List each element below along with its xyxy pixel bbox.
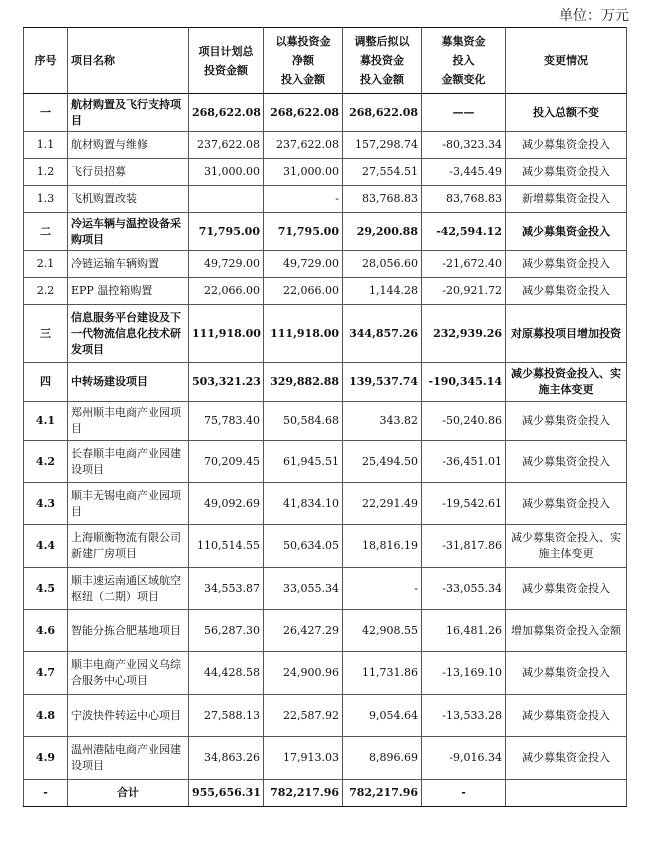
cell-planned-investment: 34,553.87 xyxy=(189,568,264,610)
cell-project-name: 中转场建设项目 xyxy=(68,363,189,402)
cell-change-note: 减少募集资金投入 xyxy=(506,213,627,251)
table-row xyxy=(24,610,627,652)
cell-planned-investment: 22,066.00 xyxy=(189,278,264,305)
table-row xyxy=(24,695,627,737)
cell-seq: 2.2 xyxy=(24,278,68,305)
table-row xyxy=(24,402,627,441)
header-planned: 项目计划总 投资金额 xyxy=(189,28,264,94)
cell-net-proceeds: 268,622.08 xyxy=(264,94,343,132)
cell-seq: 4.7 xyxy=(24,652,68,695)
cell-amount-change: 232,939.26 xyxy=(422,305,506,363)
cell-adjusted-investment: - xyxy=(343,568,422,610)
cell-change-note: 新增募集资金投入 xyxy=(506,186,627,213)
cell-planned-investment: 49,092.69 xyxy=(189,483,264,525)
cell-amount-change: -13,169.10 xyxy=(422,652,506,695)
cell-amount-change: -190,345.14 xyxy=(422,363,506,402)
cell-net-proceeds: 329,882.88 xyxy=(264,363,343,402)
table-row xyxy=(24,441,627,483)
cell-planned-investment: 27,588.13 xyxy=(189,695,264,737)
cell-project-name: 信息服务平台建设及下一代物流信息化技术研发项目 xyxy=(68,305,189,363)
cell-adjusted-investment: 8,896.69 xyxy=(343,737,422,780)
total-cell-seq: - xyxy=(24,780,68,807)
cell-planned-investment: 34,863.26 xyxy=(189,737,264,780)
cell-seq: 一 xyxy=(24,94,68,132)
cell-seq: 二 xyxy=(24,213,68,251)
cell-planned-investment: 268,622.08 xyxy=(189,94,264,132)
cell-net-proceeds: 24,900.96 xyxy=(264,652,343,695)
cell-adjusted-investment: 268,622.08 xyxy=(343,94,422,132)
cell-amount-change: 16,481.26 xyxy=(422,610,506,652)
table-row xyxy=(24,159,627,186)
cell-net-proceeds: 237,622.08 xyxy=(264,132,343,159)
cell-adjusted-investment: 22,291.49 xyxy=(343,483,422,525)
header-note: 变更情况 xyxy=(506,28,627,94)
table-row xyxy=(24,737,627,780)
cell-seq: 1.1 xyxy=(24,132,68,159)
table-row xyxy=(24,363,627,402)
cell-adjusted-investment: 344,857.26 xyxy=(343,305,422,363)
total-row xyxy=(24,780,627,807)
cell-seq: 4.2 xyxy=(24,441,68,483)
total-cell-amount-change: - xyxy=(422,780,506,807)
cell-seq: 4.1 xyxy=(24,402,68,441)
cell-seq: 4.6 xyxy=(24,610,68,652)
cell-change-note: 减少募集资金投入、实施主体变更 xyxy=(506,525,627,568)
table-row xyxy=(24,305,627,363)
cell-planned-investment: 71,795.00 xyxy=(189,213,264,251)
cell-project-name: 顺丰无锡电商产业园项目 xyxy=(68,483,189,525)
cell-change-note: 增加募集资金投入金额 xyxy=(506,610,627,652)
header-adjusted: 调整后拟以 募投资金 投入金额 xyxy=(343,28,422,94)
cell-change-note: 减少募集资金投入 xyxy=(506,652,627,695)
cell-project-name: 智能分拣合肥基地项目 xyxy=(68,610,189,652)
cell-planned-investment: 110,514.55 xyxy=(189,525,264,568)
cell-adjusted-investment: 29,200.88 xyxy=(343,213,422,251)
cell-adjusted-investment: 11,731.86 xyxy=(343,652,422,695)
cell-adjusted-investment: 42,908.55 xyxy=(343,610,422,652)
header-name: 项目名称 xyxy=(68,28,189,94)
cell-project-name: 郑州顺丰电商产业园项目 xyxy=(68,402,189,441)
cell-project-name: 顺丰电商产业园义乌综合服务中心项目 xyxy=(68,652,189,695)
cell-change-note: 投入总额不变 xyxy=(506,94,627,132)
cell-amount-change: -42,594.12 xyxy=(422,213,506,251)
cell-net-proceeds: 61,945.51 xyxy=(264,441,343,483)
cell-adjusted-investment: 139,537.74 xyxy=(343,363,422,402)
fund-change-table xyxy=(23,27,627,807)
cell-planned-investment: 75,783.40 xyxy=(189,402,264,441)
cell-net-proceeds: 50,634.05 xyxy=(264,525,343,568)
table-row xyxy=(24,483,627,525)
cell-change-note: 减少募集资金投入 xyxy=(506,441,627,483)
cell-amount-change: -19,542.61 xyxy=(422,483,506,525)
cell-amount-change: —— xyxy=(422,94,506,132)
cell-change-note: 减少募集资金投入 xyxy=(506,159,627,186)
cell-amount-change: 83,768.83 xyxy=(422,186,506,213)
cell-change-note: 减少募集资金投入 xyxy=(506,737,627,780)
table-row xyxy=(24,525,627,568)
cell-seq: 2.1 xyxy=(24,251,68,278)
total-cell-adjusted-investment: 782,217.96 xyxy=(343,780,422,807)
cell-net-proceeds: 33,055.34 xyxy=(264,568,343,610)
cell-seq: 4.9 xyxy=(24,737,68,780)
cell-seq: 1.3 xyxy=(24,186,68,213)
cell-planned-investment: 503,321.23 xyxy=(189,363,264,402)
cell-net-proceeds: 31,000.00 xyxy=(264,159,343,186)
total-cell-planned-investment: 955,656.31 xyxy=(189,780,264,807)
cell-net-proceeds: 26,427.29 xyxy=(264,610,343,652)
cell-net-proceeds: 71,795.00 xyxy=(264,213,343,251)
cell-project-name: 上海顺衡物流有限公司新建厂房项目 xyxy=(68,525,189,568)
table-row xyxy=(24,94,627,132)
cell-adjusted-investment: 83,768.83 xyxy=(343,186,422,213)
cell-seq: 四 xyxy=(24,363,68,402)
cell-net-proceeds: 22,587.92 xyxy=(264,695,343,737)
total-cell-project-name: 合计 xyxy=(68,780,189,807)
cell-project-name: 冷链运输车辆购置 xyxy=(68,251,189,278)
cell-seq: 4.4 xyxy=(24,525,68,568)
table-row xyxy=(24,278,627,305)
unit-label: 单位：万元 xyxy=(559,8,629,24)
cell-amount-change: -80,323.34 xyxy=(422,132,506,159)
cell-seq: 4.8 xyxy=(24,695,68,737)
cell-adjusted-investment: 9,054.64 xyxy=(343,695,422,737)
cell-net-proceeds: 111,918.00 xyxy=(264,305,343,363)
cell-amount-change: -21,672.40 xyxy=(422,251,506,278)
cell-change-note: 减少募集资金投入 xyxy=(506,695,627,737)
cell-project-name: 航材购置及飞行支持项目 xyxy=(68,94,189,132)
cell-planned-investment xyxy=(189,186,264,213)
table-row xyxy=(24,213,627,251)
cell-net-proceeds: 49,729.00 xyxy=(264,251,343,278)
table-body xyxy=(24,94,627,807)
cell-project-name: 航材购置与维修 xyxy=(68,132,189,159)
cell-project-name: 顺丰速运南通区域航空枢纽（二期）项目 xyxy=(68,568,189,610)
total-cell-change-note xyxy=(506,780,627,807)
cell-project-name: 冷运车辆与温控设备采购项目 xyxy=(68,213,189,251)
cell-net-proceeds: 17,913.03 xyxy=(264,737,343,780)
cell-adjusted-investment: 25,494.50 xyxy=(343,441,422,483)
cell-seq: 4.3 xyxy=(24,483,68,525)
cell-project-name: EPP 温控箱购置 xyxy=(68,278,189,305)
cell-seq: 三 xyxy=(24,305,68,363)
cell-project-name: 飞机购置改装 xyxy=(68,186,189,213)
cell-change-note: 对原募投项目增加投资 xyxy=(506,305,627,363)
cell-planned-investment: 237,622.08 xyxy=(189,132,264,159)
cell-seq: 1.2 xyxy=(24,159,68,186)
cell-change-note: 减少募集资金投入 xyxy=(506,483,627,525)
cell-change-note: 减少募集资金投入 xyxy=(506,568,627,610)
header-net: 以募投资金 净额 投入金额 xyxy=(264,28,343,94)
cell-amount-change: -3,445.49 xyxy=(422,159,506,186)
cell-project-name: 温州港陆电商产业园建设项目 xyxy=(68,737,189,780)
cell-amount-change: -36,451.01 xyxy=(422,441,506,483)
cell-amount-change: -50,240.86 xyxy=(422,402,506,441)
cell-amount-change: -9,016.34 xyxy=(422,737,506,780)
header-seq: 序号 xyxy=(24,28,68,94)
cell-planned-investment: 111,918.00 xyxy=(189,305,264,363)
cell-project-name: 宁波快件转运中心项目 xyxy=(68,695,189,737)
table-row xyxy=(24,568,627,610)
header-change: 募集资金 投入 金额变化 xyxy=(422,28,506,94)
table-row xyxy=(24,132,627,159)
cell-adjusted-investment: 18,816.19 xyxy=(343,525,422,568)
total-cell-net-proceeds: 782,217.96 xyxy=(264,780,343,807)
table-row xyxy=(24,186,627,213)
cell-planned-investment: 56,287.30 xyxy=(189,610,264,652)
cell-net-proceeds: 22,066.00 xyxy=(264,278,343,305)
cell-planned-investment: 49,729.00 xyxy=(189,251,264,278)
cell-adjusted-investment: 28,056.60 xyxy=(343,251,422,278)
cell-planned-investment: 44,428.58 xyxy=(189,652,264,695)
cell-project-name: 飞行员招募 xyxy=(68,159,189,186)
cell-change-note: 减少募集资金投入 xyxy=(506,251,627,278)
cell-adjusted-investment: 343.82 xyxy=(343,402,422,441)
table-row xyxy=(24,251,627,278)
cell-amount-change: -20,921.72 xyxy=(422,278,506,305)
cell-net-proceeds: 41,834.10 xyxy=(264,483,343,525)
cell-seq: 4.5 xyxy=(24,568,68,610)
cell-net-proceeds: 50,584.68 xyxy=(264,402,343,441)
cell-change-note: 减少募投资金投入、实施主体变更 xyxy=(506,363,627,402)
cell-planned-investment: 70,209.45 xyxy=(189,441,264,483)
cell-adjusted-investment: 157,298.74 xyxy=(343,132,422,159)
cell-change-note: 减少募集资金投入 xyxy=(506,402,627,441)
cell-change-note: 减少募集资金投入 xyxy=(506,278,627,305)
cell-amount-change: -13,533.28 xyxy=(422,695,506,737)
cell-amount-change: -33,055.34 xyxy=(422,568,506,610)
cell-adjusted-investment: 1,144.28 xyxy=(343,278,422,305)
header-row xyxy=(24,28,627,94)
cell-adjusted-investment: 27,554.51 xyxy=(343,159,422,186)
cell-project-name: 长春顺丰电商产业园建设项目 xyxy=(68,441,189,483)
cell-planned-investment: 31,000.00 xyxy=(189,159,264,186)
cell-change-note: 减少募集资金投入 xyxy=(506,132,627,159)
table-row xyxy=(24,652,627,695)
cell-net-proceeds: - xyxy=(264,186,343,213)
cell-amount-change: -31,817.86 xyxy=(422,525,506,568)
